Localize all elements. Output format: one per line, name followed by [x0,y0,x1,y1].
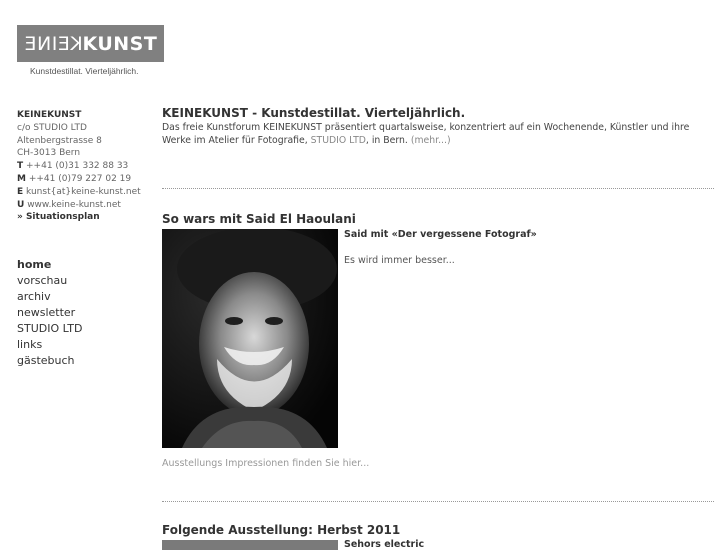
main-nav [17,257,82,369]
nav-home[interactable]: home [17,258,52,271]
situationsplan-link[interactable]: » Situationsplan [17,212,100,223]
web-link[interactable]: www.keine-kunst.net [27,199,121,210]
intro-text [162,121,727,147]
divider [162,501,714,502]
post-photo[interactable] [162,540,338,550]
post-subtitle: Said mit «Der vergessene Fotograf» [344,229,537,240]
site-logo[interactable] [17,25,164,62]
email-link[interactable]: kunst{at}keine-kunst.net [26,186,141,197]
divider [162,188,714,189]
nav-studio-ltd[interactable]: STUDIO LTD [17,322,83,335]
post-subtitle: Sehors electric [344,539,425,550]
mobile-number: ++41 (0)79 227 02 19 [28,173,132,184]
intro-more-link[interactable]: (mehr...) [410,135,451,146]
logo-bold-text: KUNST [82,32,158,55]
contact-city: CH-3013 Bern [17,148,81,159]
tel-number: ++41 (0)31 332 88 33 [26,161,129,172]
nav-gaestebuch[interactable]: gästebuch [17,354,75,367]
contact-name: KEINEKUNST [17,110,82,120]
intro-section [162,106,727,147]
studio-ltd-link[interactable]: STUDIO LTD [310,135,366,146]
post-photo[interactable] [162,229,338,448]
logo-mirrored-text: KEINE [23,32,83,55]
contact-co: c/o STUDIO LTD [17,122,87,133]
mobile-label: M [17,173,26,184]
logo-tagline: Kunstdestillat. Vierteljährlich. [30,66,139,76]
contact-street: Altenbergstrasse 8 [17,135,102,146]
intro-line1: Das freie Kunstforum KEINEKUNST präsentiert quartalsweise, konzentriert auf ein Wochenende, Künstler und ihre [162,122,690,133]
contact-block [17,109,157,224]
nav-links[interactable]: links [17,338,43,351]
intro-line2a: Werke im Atelier für Fotografie, [162,135,311,146]
contact-mobile [17,173,157,186]
post-body: Es wird immer besser... [344,255,455,266]
contact-tel [17,160,157,173]
post-title[interactable]: Folgende Ausstellung: Herbst 2011 [162,523,401,537]
contact-web [17,199,157,212]
impressions-link[interactable]: Ausstellungs Impressionen finden Sie hier... [162,458,370,469]
contact-email [17,186,157,199]
intro-line2b: , in Bern. [365,135,411,146]
post-title[interactable]: So wars mit Said El Haoulani [162,212,356,226]
web-label: U [17,199,25,210]
nav-vorschau[interactable]: vorschau [17,274,68,287]
intro-title: KEINEKUNST - Kunstdestillat. Vierteljährlich. [162,106,466,120]
email-label: E [17,186,24,197]
nav-newsletter[interactable]: newsletter [17,306,76,319]
nav-archiv[interactable]: archiv [17,290,51,303]
tel-label: T [17,161,24,172]
portrait-photo [162,229,338,448]
